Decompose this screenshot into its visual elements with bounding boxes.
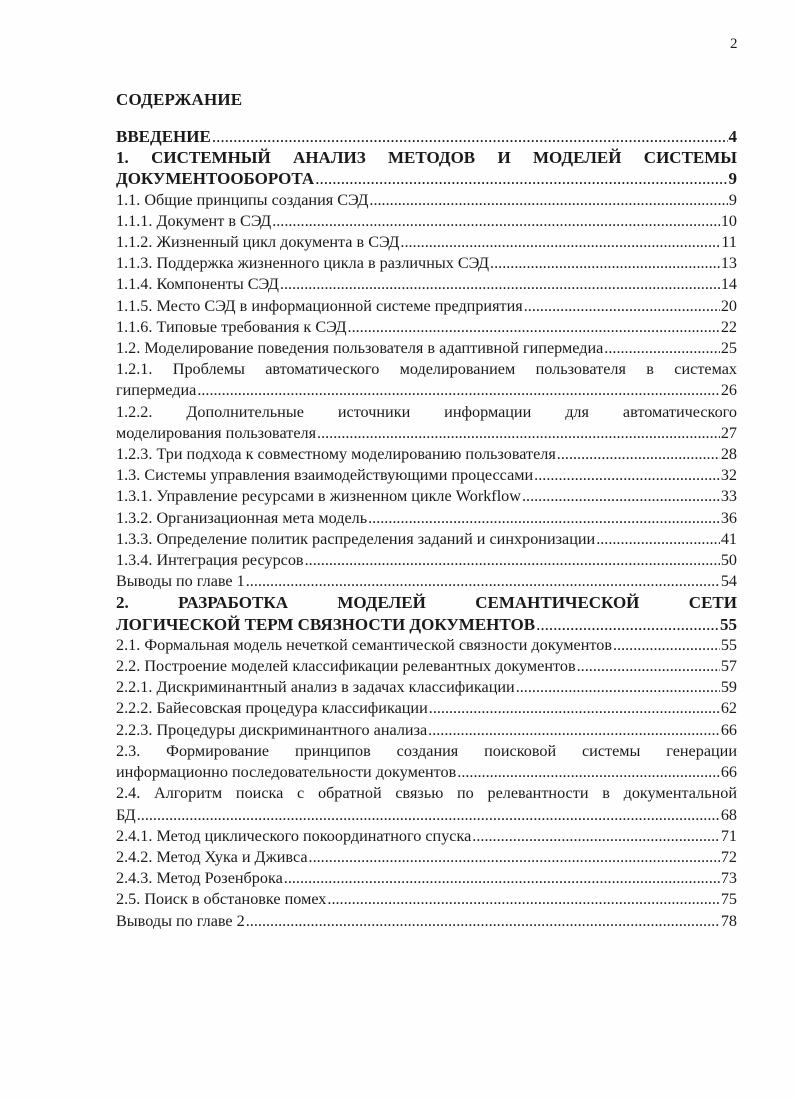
dot-leader [197,380,720,401]
toc-entry-page: 55 [720,614,737,634]
toc-entry-title: 1.3.3. Определение политик распределения заданий и синхронизации [116,529,596,548]
toc-entry-page: 73 [720,869,737,888]
toc-entry-page: 14 [720,275,737,294]
toc-entry-page: 26 [720,381,737,400]
toc-entry[interactable] [116,296,737,317]
dot-leader [457,762,720,783]
toc-entry[interactable] [116,190,737,211]
toc-entry[interactable] [116,720,737,741]
toc-entry-page: 36 [720,508,737,527]
toc-entry-title-line1: 2.3. Формирование принципов создания поисковой системы генерации [116,741,737,760]
toc-entry-title: ЛОГИЧЕСКОЙ ТЕРМ СВЯЗНОСТИ ДОКУМЕНТОВ [116,614,536,634]
toc-entry-page: 11 [721,233,737,252]
toc-entry-page: 22 [720,317,737,336]
toc-entry-page: 71 [720,826,737,845]
dot-leader [212,126,728,147]
toc-entry-page: 59 [720,678,737,697]
toc-entry[interactable] [116,338,737,359]
toc-entry[interactable] [116,508,737,529]
toc-entry-title: 2.2.1. Дискриминантный анализ в задачах классификации [116,678,515,697]
toc-entry[interactable] [116,486,737,507]
toc-entry[interactable] [116,359,737,401]
toc-entry[interactable] [116,783,737,825]
toc-entry[interactable] [116,211,737,232]
toc-entry-title: Выводы по главе 1 [116,572,245,591]
toc-entry-page: 9 [728,190,737,209]
toc-entry-page: 4 [728,127,737,146]
toc-entry-title: Выводы по главе 2 [116,911,245,930]
dot-leader [369,190,728,211]
toc-entry-page: 13 [720,254,737,273]
page-title: СОДЕРЖАНИЕ [116,90,243,109]
toc-entry-title-line1: 2. РАЗРАБОТКА МОДЕЛЕЙ СЕМАНТИЧЕСКОЙ СЕТИ [116,593,737,613]
dot-leader [284,868,720,889]
toc-entry-page: 72 [720,847,737,866]
toc-entry-title-line1: 1.2.1. Проблемы автоматического моделированием пользователя в системах [116,360,737,379]
table-of-contents [116,126,737,932]
toc-entry-title: 1.1.5. Место СЭД в информационной системе предприятия [116,296,523,315]
page-number: 2 [730,36,738,52]
toc-entry-page: 55 [720,635,737,654]
toc-entry-page: 33 [720,487,737,506]
toc-entry-title: 1.1. Общие принципы создания СЭД [116,190,369,209]
toc-entry-page: 54 [720,572,737,591]
dot-leader [246,571,720,592]
toc-entry-title: 1.3. Системы управления взаимодействующими процессами [116,466,534,485]
toc-entry-title: гипермедиа [116,381,197,400]
toc-entry-page: 32 [720,466,737,485]
dot-leader [472,826,720,847]
toc-entry[interactable] [116,677,737,698]
dot-leader [272,211,720,232]
toc-entry-title: 1.3.1. Управление ресурсами в жизненном цикле Workflow [116,487,521,506]
dot-leader [604,338,720,359]
dot-leader [280,274,720,295]
toc-entry-title: информационно последовательности документов [116,763,457,782]
toc-entry[interactable] [116,698,737,719]
toc-entry-title: ДОКУМЕНТООБОРОТА [116,169,315,189]
dot-leader [327,889,719,910]
toc-entry-title: 2.5. Поиск в обстановке помех [116,890,327,909]
dot-leader [613,635,720,656]
toc-entry-page: 9 [728,169,737,189]
dot-leader [368,508,720,529]
toc-entry[interactable] [116,317,737,338]
toc-entry-title: БД [116,805,136,824]
toc-entry[interactable] [116,847,737,868]
dot-leader [137,805,720,826]
dot-leader [305,550,720,571]
toc-entry[interactable] [116,274,737,295]
dot-leader [516,677,720,698]
toc-entry-title: 2.4.3. Метод Розенброка [116,869,283,888]
toc-entry[interactable] [116,253,737,274]
dot-leader [577,656,720,677]
toc-entry-title: 1.1.2. Жизненный цикл документа в СЭД [116,233,400,252]
dot-leader [309,847,720,868]
toc-entry-title-line1: 2.4. Алгоритм поиска с обратной связью по релевантности в документальной [116,784,737,803]
toc-entry-page: 41 [720,529,737,548]
toc-entry[interactable] [116,911,737,932]
toc-entry[interactable] [116,550,737,571]
toc-entry-page: 20 [720,296,737,315]
toc-entry-title: 2.1. Формальная модель нечеткой семантической связности документов [116,635,612,654]
toc-entry-page: 66 [720,720,737,739]
toc-entry-title: 1.3.4. Интеграция ресурсов [116,551,304,570]
toc-entry-page: 66 [720,763,737,782]
toc-entry[interactable] [116,656,737,677]
dot-leader [400,232,720,253]
dot-leader [429,698,720,719]
dot-leader [348,317,720,338]
dot-leader [490,253,720,274]
dot-leader [317,423,720,444]
toc-entry[interactable] [116,126,737,147]
toc-entry-title-line1: 1.2.2. Дополнительные источники информации для автоматического [116,402,737,421]
toc-entry-title: 1.1.4. Компоненты СЭД [116,275,279,294]
toc-entry-title: 1.1.6. Типовые требования к СЭД [116,317,347,336]
toc-entry-title: 1.2. Моделирование поведения пользователя в адаптивной гипермедиа [116,339,604,358]
toc-entry[interactable] [116,444,737,465]
toc-entry[interactable] [116,402,737,444]
toc-entry[interactable] [116,529,737,550]
toc-entry[interactable] [116,826,737,847]
toc-entry-page: 50 [720,551,737,570]
toc-entry-title: ВВЕДЕНИЕ [116,127,211,146]
toc-entry-page: 27 [720,423,737,442]
toc-entry-page: 57 [720,657,737,676]
dot-leader [596,529,720,550]
toc-entry-title: моделирования пользователя [116,423,317,442]
toc-entry-title: 1.3.2. Организационная мета модель [116,508,368,527]
toc-entry-page: 25 [720,339,737,358]
dot-leader [534,465,720,486]
dot-leader [246,911,720,932]
toc-entry[interactable] [116,889,737,910]
toc-entry-page: 62 [720,699,737,718]
toc-entry-title: 2.4.2. Метод Хука и Дживса [116,847,308,866]
toc-entry-title: 2.4.1. Метод циклического покоординатного спуска [116,826,472,845]
toc-entry-title: 1.2.3. Три подхода к совместному моделированию пользователя [116,445,556,464]
dot-leader [536,614,719,635]
dot-leader [524,296,720,317]
toc-entry-page: 68 [720,805,737,824]
toc-entry-page: 10 [720,211,737,230]
toc-entry[interactable] [116,465,737,486]
toc-entry-title: 1.1.1. Документ в СЭД [116,211,272,230]
toc-entry-title: 2.2.2. Байесовская процедура классификации [116,699,428,718]
toc-entry[interactable] [116,868,737,889]
toc-entry-page: 75 [720,890,737,909]
dot-leader [315,168,727,189]
toc-entry[interactable] [116,592,737,634]
dot-leader [557,444,720,465]
toc-entry-page: 78 [720,911,737,930]
toc-entry-title: 2.2. Построение моделей классификации релевантных документов [116,657,576,676]
toc-entry-title: 2.2.3. Процедуры дискриминантного анализа [116,720,428,739]
toc-entry[interactable] [116,571,737,592]
toc-entry-title: 1.1.3. Поддержка жизненного цикла в различных СЭД [116,254,490,273]
dot-leader [428,720,720,741]
dot-leader [522,486,720,507]
toc-entry[interactable] [116,741,737,783]
toc-entry[interactable] [116,635,737,656]
toc-entry-title-line1: 1. СИСТЕМНЫЙ АНАЛИЗ МЕТОДОВ И МОДЕЛЕЙ СИСТЕМЫ [116,148,737,168]
toc-entry-page: 28 [720,445,737,464]
toc-entry[interactable] [116,147,737,189]
toc-entry[interactable] [116,232,737,253]
